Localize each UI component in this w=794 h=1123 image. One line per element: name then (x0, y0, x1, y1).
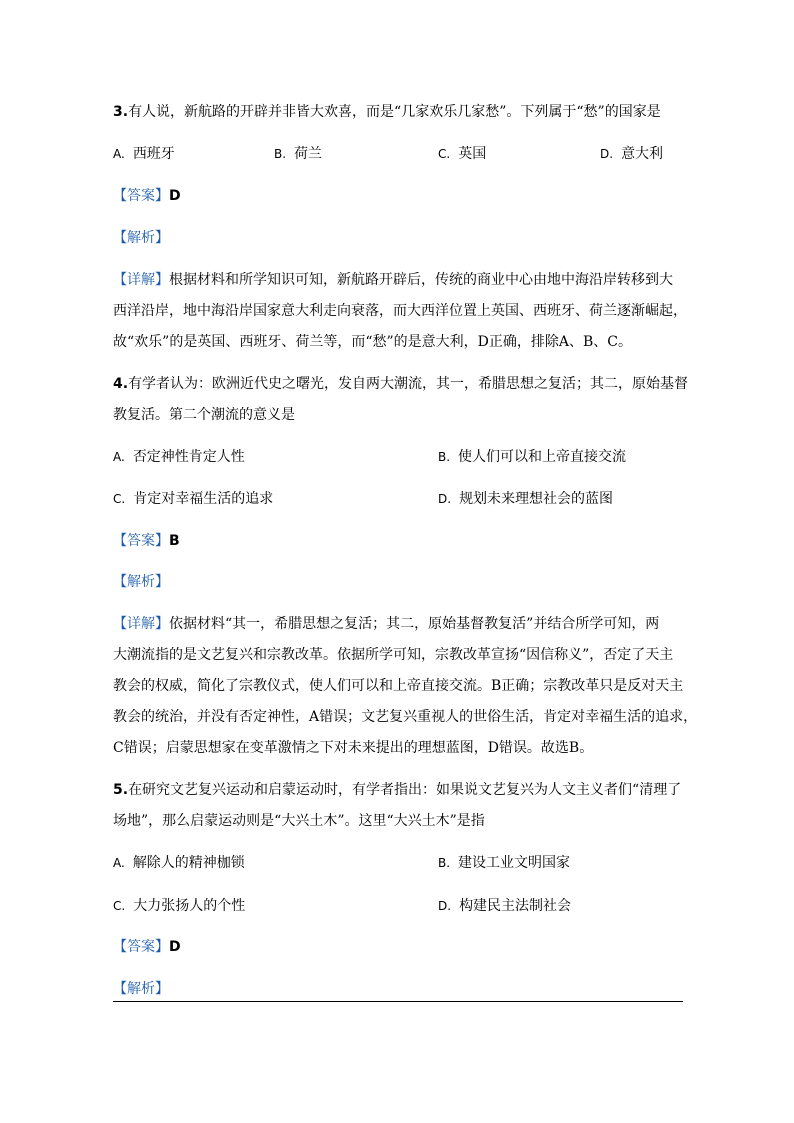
option-b (274, 144, 322, 164)
option-b (438, 853, 570, 873)
detail-text: 依据材料“其一，希腊思想之复活；其二，原始基督教复活”并结合所学可知，两 (169, 616, 660, 632)
detail-line (113, 614, 659, 634)
question-4-stem (113, 374, 688, 394)
answer-tag: 【答案】 (113, 533, 169, 549)
analysis-heading (113, 979, 169, 999)
option-b (438, 447, 626, 467)
option-text: 否定神性肯定人性 (132, 449, 245, 465)
detail-line (113, 270, 673, 290)
option-letter: C. (438, 147, 451, 161)
question-3-stem (113, 102, 661, 122)
option-letter: A. (113, 147, 125, 161)
option-letter: A. (113, 450, 125, 464)
answer-value: D (169, 188, 181, 204)
answer-line (113, 937, 181, 957)
option-letter: C. (113, 899, 126, 913)
option-d (600, 144, 663, 164)
detail-text: 根据材料和所学知识可知，新航路开辟后，传统的商业中心由地中海沿岸转移到大 (169, 272, 673, 288)
option-text: 肯定对幸福生活的追求 (133, 491, 274, 507)
analysis-tag: 【解析】 (113, 574, 169, 590)
option-a (113, 447, 245, 467)
option-d (438, 896, 571, 916)
option-text: 西班牙 (132, 146, 175, 162)
detail-line: 西洋沿岸，地中海沿岸国家意大利走向衰落，而大西洋位置上英国、西班牙、荷兰逐渐崛起， (113, 303, 687, 319)
option-text: 意大利 (621, 146, 664, 162)
analysis-heading (113, 228, 169, 248)
option-letter: B. (438, 856, 451, 870)
answer-tag: 【答案】 (113, 939, 169, 955)
option-letter: D. (600, 147, 614, 161)
question-stem-line: 场地”，那么启蒙运动则是“大兴土木”。这里“大兴土木”是指 (113, 813, 485, 829)
document-page (113, 0, 698, 1123)
option-letter: A. (113, 856, 125, 870)
detail-tag: 【详解】 (113, 616, 169, 632)
answer-line (113, 186, 181, 206)
question-stem-line: 教复活。第二个潮流的意义是 (113, 407, 295, 423)
option-c (438, 144, 486, 164)
detail-line: 教会的权威，简化了宗教仪式，使人们可以和上帝直接交流。B正确；宗教改革只是反对天主 (113, 678, 684, 694)
detail-line: 故“欢乐”的是英国、西班牙、荷兰等，而“愁”的是意大利，D正确，排除A、B、C。 (113, 334, 632, 350)
option-text: 规划未来理想社会的蓝图 (459, 491, 614, 507)
option-text: 大力张扬人的个性 (133, 898, 246, 914)
option-a (113, 853, 245, 873)
question-stem-line: 有人说，新航路的开辟并非皆大欢喜，而是“几家欢乐几家愁”。下列属于“愁”的国家是 (128, 104, 661, 120)
question-number: 4. (113, 376, 129, 392)
analysis-tag: 【解析】 (113, 230, 169, 246)
option-c (113, 489, 273, 509)
answer-tag: 【答案】 (113, 188, 169, 204)
option-letter: D. (438, 492, 452, 506)
page-bottom-rule (113, 1001, 683, 1002)
option-text: 使人们可以和上帝直接交流 (458, 449, 627, 465)
detail-line: 教会的统治，并没有否定神性，A错误；文艺复兴重视人的世俗生活，肯定对幸福生活的追求， (113, 709, 698, 725)
option-letter: B. (274, 147, 287, 161)
option-a (113, 144, 175, 164)
option-text: 英国 (458, 146, 487, 162)
analysis-heading (113, 572, 169, 592)
detail-line: 大潮流指的是文艺复兴和宗教改革。依据所学可知，宗教改革宣扬“因信称义”，否定了天主 (113, 647, 674, 663)
answer-value: B (169, 533, 180, 549)
question-number: 3. (113, 104, 129, 120)
detail-line: C错误；启蒙思想家在变革激情之下对未来提出的理想蓝图，D错误。故选B。 (113, 740, 594, 756)
answer-value: D (169, 939, 181, 955)
option-text: 建设工业文明国家 (458, 855, 571, 871)
detail-tag: 【详解】 (113, 272, 169, 288)
option-d (438, 489, 613, 509)
option-text: 解除人的精神枷锁 (132, 855, 245, 871)
option-letter: C. (113, 492, 126, 506)
question-5-stem (113, 780, 681, 800)
option-text: 构建民主法制社会 (459, 898, 572, 914)
analysis-tag: 【解析】 (113, 981, 169, 997)
question-number: 5. (113, 782, 129, 798)
answer-line (113, 531, 180, 551)
option-c (113, 896, 245, 916)
option-letter: B. (438, 450, 451, 464)
question-stem-line: 有学者认为：欧洲近代史之曙光，发自两大潮流，其一，希腊思想之复活；其二，原始基督 (128, 376, 689, 392)
question-stem-line: 在研究文艺复兴运动和启蒙运动时，有学者指出：如果说文艺复兴为人文主义者们“清理了 (128, 782, 682, 798)
option-text: 荷兰 (294, 146, 323, 162)
option-letter: D. (438, 899, 452, 913)
